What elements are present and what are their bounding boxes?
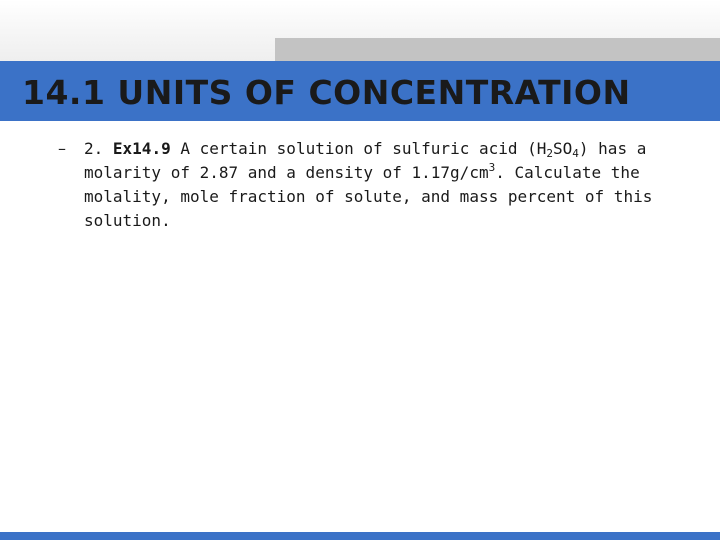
bullet-item (58, 137, 708, 233)
formula-subscript-4: 4 (572, 147, 579, 160)
example-label: Ex14.9 (112, 139, 171, 158)
bullet-dash: – (58, 139, 66, 158)
problem-number: 2. (84, 139, 104, 158)
formula-subscript-2: 2 (546, 147, 554, 160)
footer-bar (0, 532, 720, 540)
slide-title: 14.1 UNITS OF CONCENTRATION (22, 73, 631, 112)
problem-text-part-3: ) has a molarity of 2.87 and a density of 1.17g/cm (84, 139, 647, 182)
title-underline (0, 121, 720, 124)
problem-text-part-1: A certain solution of sulfuric acid (H (180, 139, 547, 158)
unit-superscript-3: 3 (488, 161, 496, 174)
bullet-text (84, 137, 708, 233)
problem-text-part-2: SO (553, 139, 573, 158)
header-grey-tab (275, 38, 720, 62)
problem-text-part-4: . Calculate the molality, mole fraction of solute, and mass percent of this solution. (84, 163, 653, 230)
